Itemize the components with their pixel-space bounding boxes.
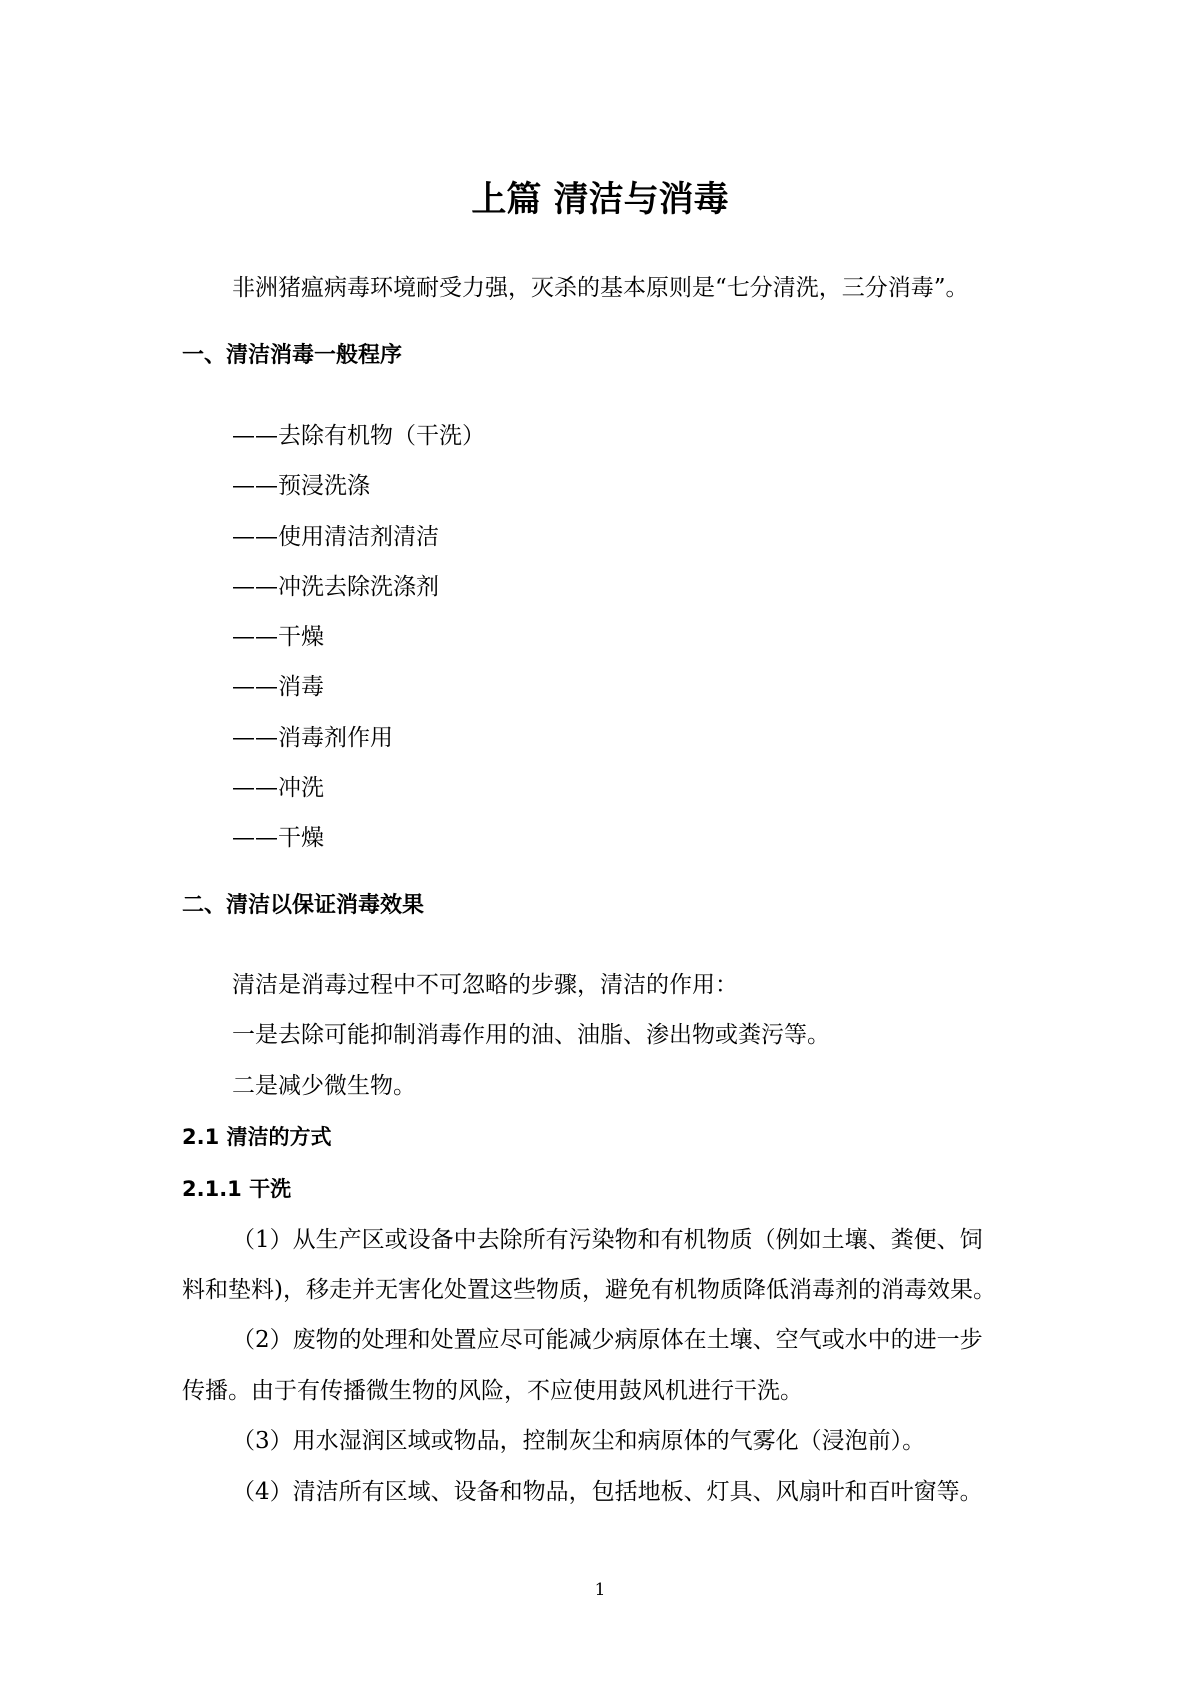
procedure-step: ——冲洗 (232, 775, 324, 801)
procedure-step: ——冲洗去除洗涤剂 (232, 574, 439, 600)
subsubsection-heading: 2.1.1 干洗 (182, 1177, 292, 1201)
procedure-step: ——预浸洗涤 (232, 473, 370, 499)
paragraph: 二是减少微生物。 (232, 1073, 416, 1099)
list-item-2-line-1: （2）废物的处理和处置应尽可能减少病原体在土壤、空气或水中的进一步 (232, 1327, 983, 1353)
procedure-step: ——消毒剂作用 (232, 725, 393, 751)
section-heading-1: 一、清洁消毒一般程序 (182, 343, 403, 368)
procedure-step: ——干燥 (232, 825, 324, 851)
procedure-step: ——去除有机物（干洗） (232, 423, 485, 449)
section-heading-2: 二、清洁以保证消毒效果 (182, 893, 425, 918)
list-item-2-line-2: 传播。由于有传播微生物的风险，不应使用鼓风机进行干洗。 (182, 1378, 803, 1404)
paragraph: 一是去除可能抑制消毒作用的油、油脂、渗出物或粪污等。 (232, 1022, 830, 1048)
list-item-3: （3）用水湿润区域或物品，控制灰尘和病原体的气雾化（浸泡前）。 (232, 1428, 926, 1454)
list-item-4: （4）清洁所有区域、设备和物品，包括地板、灯具、风扇叶和百叶窗等。 (232, 1479, 983, 1505)
list-item-1-line-1: （1）从生产区或设备中去除所有污染物和有机物质（例如土壤、粪便、饲 (232, 1227, 983, 1253)
procedure-step: ——消毒 (232, 674, 324, 700)
intro-paragraph: 非洲猪瘟病毒环境耐受力强，灭杀的基本原则是“七分清洗，三分消毒”。 (232, 275, 969, 301)
page-number: 1 (594, 1580, 606, 1600)
subsection-heading: 2.1 清洁的方式 (182, 1125, 332, 1149)
procedure-step: ——干燥 (232, 624, 324, 650)
list-item-1-line-2: 料和垫料)，移走并无害化处置这些物质，避免有机物质降低消毒剂的消毒效果。 (182, 1277, 996, 1303)
paragraph: 清洁是消毒过程中不可忽略的步骤，清洁的作用： (232, 972, 738, 998)
page-title: 上篇 清洁与消毒 (471, 180, 729, 220)
procedure-step: ——使用清洁剂清洁 (232, 524, 439, 550)
